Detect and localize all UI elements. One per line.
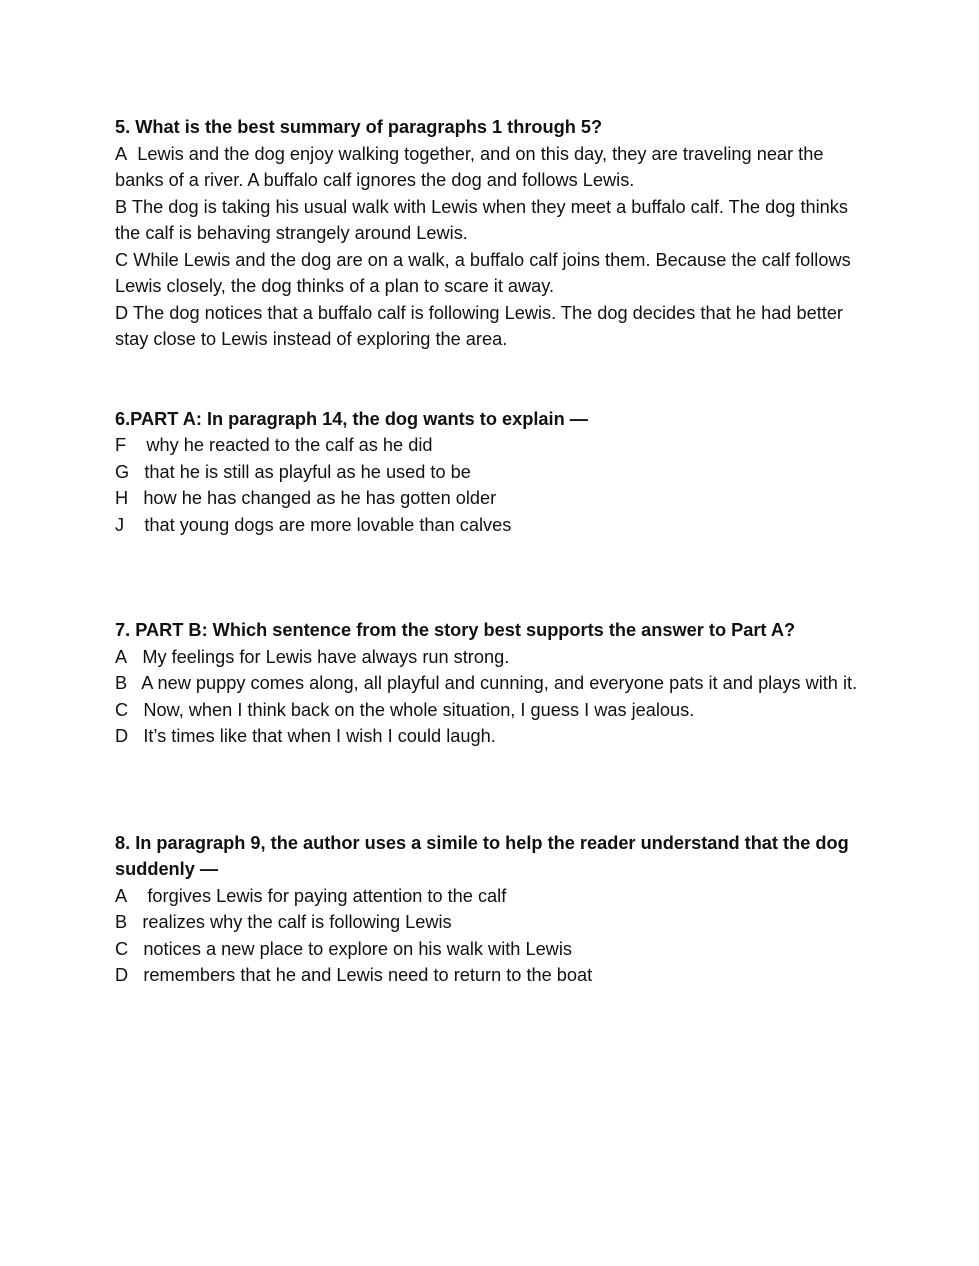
option-letter: B <box>115 912 128 932</box>
option-letter: A <box>115 646 128 667</box>
question-8-option-c <box>115 936 875 963</box>
question-8-title: 8. In paragraph 9, the author uses a simile to help the reader understand that the dog suddenly — <box>115 832 849 879</box>
question-6 <box>115 406 875 539</box>
question-8-option-d <box>115 962 875 989</box>
spacer <box>115 538 875 617</box>
option-text: why he reacted to the calf as he did <box>146 435 433 455</box>
option-letter: G <box>115 461 130 482</box>
question-7-title: 7. PART B: Which sentence from the story best supports the answer to Part A? <box>115 620 796 640</box>
option-text: notices a new place to explore on his walk with Lewis <box>143 938 572 959</box>
question-5-option-d <box>115 300 875 353</box>
question-6-option-g <box>115 459 875 486</box>
option-text: It’s times like that when I wish I could laugh. <box>143 726 496 746</box>
question-8-option-b <box>115 909 875 936</box>
spacer <box>115 353 875 406</box>
option-letter: B <box>115 673 128 693</box>
question-5-option-b <box>115 194 875 247</box>
question-5-option-c <box>115 247 875 300</box>
option-letter: A <box>115 885 128 906</box>
option-text: that young dogs are more lovable than calves <box>144 514 512 535</box>
question-7-option-a <box>115 644 875 671</box>
option-text: The dog notices that a buffalo calf is following Lewis. The dog decides that he had better stay close to Lewis instead of exploring the area. <box>115 302 843 349</box>
question-5 <box>115 114 875 353</box>
option-letter: C <box>115 938 129 959</box>
question-5-title: 5. What is the best summary of paragraphs 1 through 5? <box>115 117 603 137</box>
option-text: Lewis and the dog enjoy walking together, and on this day, they are traveling near the banks of a river. A buffalo calf ignores the dog and follows Lewis. <box>115 143 824 190</box>
option-letter: B <box>115 196 128 217</box>
question-6-option-h <box>115 485 875 512</box>
option-text: forgives Lewis for paying attention to the calf <box>147 885 507 906</box>
option-letter: C <box>115 249 129 270</box>
option-letter: D <box>115 965 129 985</box>
worksheet-page <box>115 114 875 989</box>
option-letter: C <box>115 699 129 720</box>
question-7-option-d <box>115 723 875 750</box>
question-7-option-c <box>115 697 875 724</box>
option-text: remembers that he and Lewis need to return to the boat <box>143 965 593 985</box>
option-text: While Lewis and the dog are on a walk, a buffalo calf joins them. Because the calf follows Lewis closely, the dog thinks of a plan to scare it away. <box>115 249 851 296</box>
question-8-option-a <box>115 883 875 910</box>
question-5-option-a <box>115 141 875 194</box>
spacer <box>115 750 875 830</box>
option-text: A new puppy comes along, all playful and cunning, and everyone pats it and plays with it. <box>141 673 858 693</box>
option-letter: J <box>115 514 125 535</box>
option-letter: D <box>115 302 129 323</box>
option-text: The dog is taking his usual walk with Lewis when they meet a buffalo calf. The dog thinks the calf is behaving strangely around Lewis. <box>115 196 848 243</box>
option-text: realizes why the calf is following Lewis <box>142 912 452 932</box>
question-7 <box>115 617 875 750</box>
option-letter: A <box>115 143 128 164</box>
option-letter: D <box>115 726 129 746</box>
option-letter: H <box>115 488 129 508</box>
question-8 <box>115 830 875 989</box>
option-text: that he is still as playful as he used to be <box>144 461 471 482</box>
option-text: how he has changed as he has gotten older <box>143 488 497 508</box>
question-7-option-b <box>115 670 875 697</box>
option-text: My feelings for Lewis have always run strong. <box>142 646 510 667</box>
question-6-title: 6.PART A: In paragraph 14, the dog wants to explain — <box>115 408 588 429</box>
option-text: Now, when I think back on the whole situation, I guess I was jealous. <box>143 699 695 720</box>
question-6-option-f <box>115 432 875 459</box>
option-letter: F <box>115 435 127 455</box>
question-6-option-j <box>115 512 875 539</box>
